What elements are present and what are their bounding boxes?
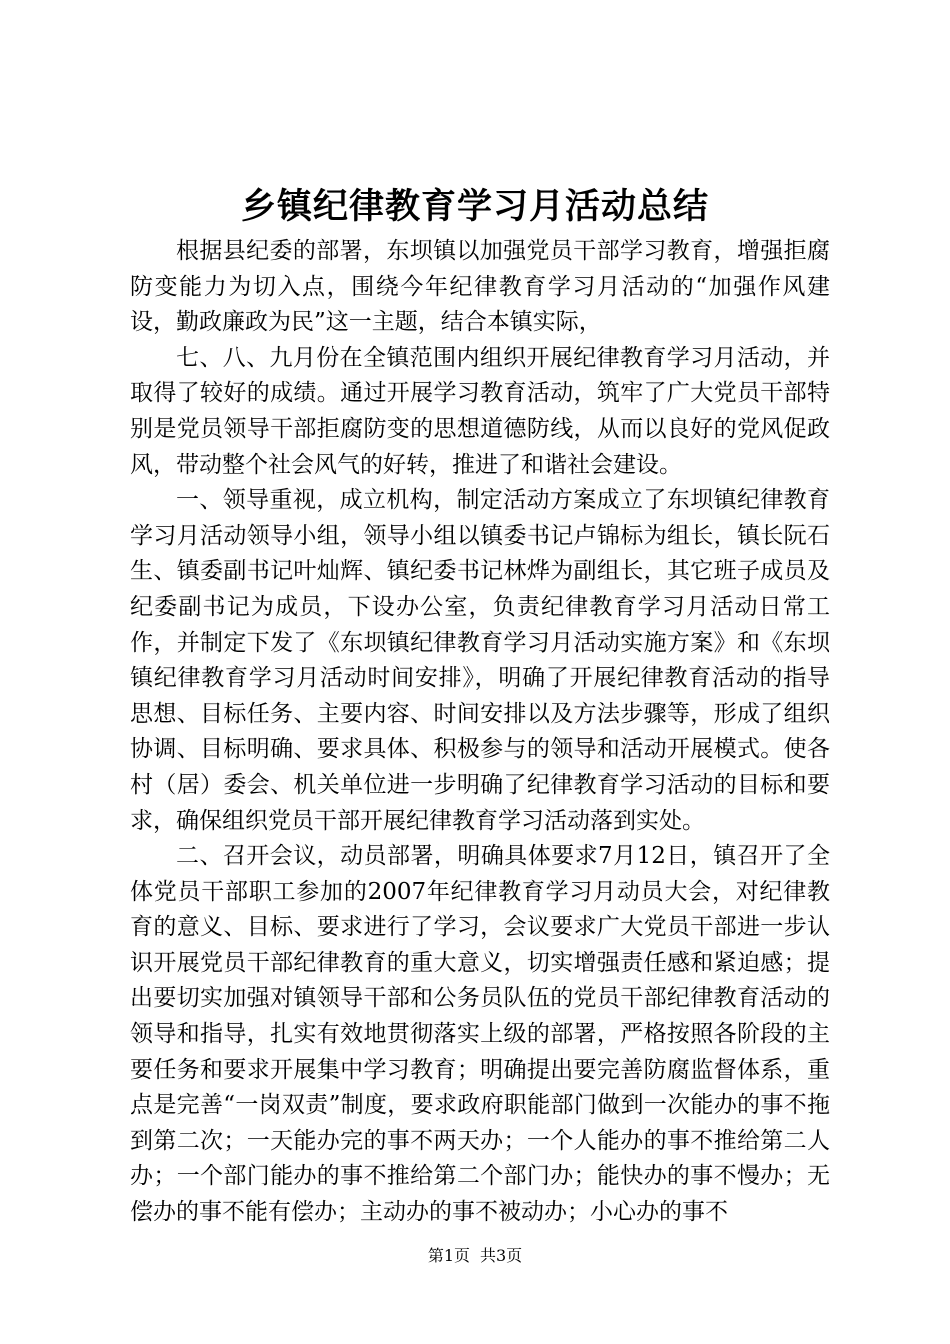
paragraph-section-two: 二、召开会议，动员部署，明确具体要求7月12日，镇召开了全体党员干部职工参加的2007年纪律教育学习月动员大会，对纪律教育的意义、目标、要求进行了学习，会议要求广大党员干部进一步认识开展党员干部纪律教育的重大意义，切实增强责任感和紧迫感；提出要切实加强对镇领导干部和公务员队伍的党员干部纪律教育活动的领导和指导，扎实有效地贯彻落实上级的部署，严格按照各阶段的主要任务和要求开展集中学习教育；明确提出要完善防腐监督体系，重点是完善“一岗双责”制度，要求政府职能部门做到一次能办的事不拖到第二次；一天能办完的事不两天办；一个人能办的事不推给第二人办；一个部门能办的事不推给第二个部门办；能快办的事不慢办；无偿办的事不能有偿办；主动办的事不被动办；小心办的事不	[130, 843, 830, 1226]
paragraph-intro: 根据县纪委的部署，东坝镇以加强党员干部学习教育，增强拒腐防变能力为切入点，围绕今年纪律教育学习月活动的“加强作风建设，勤政廉政为民”这一主题，结合本镇实际，	[130, 238, 830, 336]
page-footer	[0, 1244, 950, 1268]
paragraph-overview: 七、八、九月份在全镇范围内组织开展纪律教育学习月活动，并取得了较好的成绩。通过开展学习教育活动，筑牢了广大党员干部特别是党员领导干部拒腐防变的思想道德防线，从而以良好的党风促政风，带动整个社会风气的好转，推进了和谐社会建设。	[130, 344, 830, 478]
page-number: 第1页	[427, 1246, 470, 1265]
document-title: 乡镇纪律教育学习月活动总结	[240, 186, 709, 227]
page-total: 共3页	[480, 1246, 523, 1265]
paragraph-section-one: 一、领导重视，成立机构，制定活动方案成立了东坝镇纪律教育学习月活动领导小组，领导小组以镇委书记卢锦标为组长，镇长阮石生、镇委副书记叶灿辉、镇纪委书记林烨为副组长，其它班子成员及纪委副书记为成员，下设办公室，负责纪律教育学习月活动日常工作，并制定下发了《东坝镇纪律教育学习月活动实施方案》和《东坝镇纪律教育学习月活动时间安排》，明确了开展纪律教育活动的指导思想、目标任务、主要内容、时间安排以及方法步骤等，形成了组织协调、目标明确、要求具体、积极参与的领导和活动开展模式。使各村（居）委会、机关单位进一步明确了纪律教育学习活动的目标和要求，确保组织党员干部开展纪律教育学习活动落到实处。	[130, 487, 830, 834]
document-body	[130, 234, 830, 1231]
